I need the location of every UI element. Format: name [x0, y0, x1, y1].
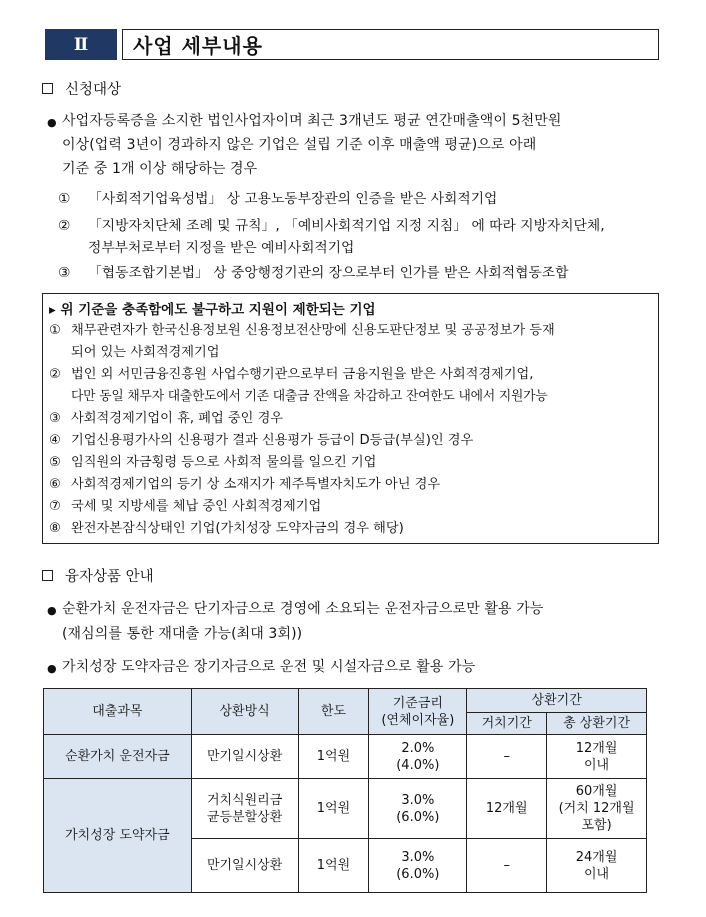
- row-rate: [369, 779, 467, 839]
- restriction-item: [49, 364, 548, 407]
- row-method-line: 균등분할상환: [206, 809, 283, 825]
- restriction-text: 채무관련자가 한국신용정보원 신용정보전산망에 신용도판단정보 및 공공정보가 등재: [71, 323, 555, 338]
- restriction-text: 법인 외 서민금융진흥원 사업수행기관으로부터 금융지원을 받은 사회적경제기업,: [71, 367, 534, 382]
- product-bullet-line: (재심의를 통한 재대출 가능(최대 3회)): [62, 626, 303, 642]
- criteria-text: 「지방자치단체 조례 및 규칙」, 「예비사회적기업 지정 지침」 에 따라 지방자치단체,: [88, 218, 605, 234]
- header-total: 총 상환기간: [547, 713, 647, 735]
- row-total-line: 포함): [581, 818, 612, 833]
- row-total: [547, 735, 647, 779]
- header-rate: [369, 689, 467, 735]
- eligibility-heading-text: 신청대상: [65, 82, 122, 98]
- products-heading: [42, 565, 154, 586]
- checkbox-square-icon: [42, 570, 53, 581]
- criteria-text: 정부부처로부터 지정을 받은 예비사회적기업: [88, 240, 355, 256]
- restriction-item: [49, 474, 440, 496]
- row-rate-line: 2.0%: [401, 740, 435, 756]
- product-bullet-line: 순환가치 운전자금은 단기자금으로 경영에 소요되는 운전자금으로만 활용 가능: [62, 601, 544, 617]
- restriction-number: ⑧: [49, 521, 61, 536]
- restriction-number: ③: [49, 411, 61, 426]
- restriction-number: ⑥: [49, 477, 61, 492]
- row-method: 만기일시상환: [191, 735, 298, 779]
- restriction-number: ⑦: [49, 499, 61, 514]
- section-title-bar: [45, 29, 659, 60]
- criteria-number: ①: [58, 191, 71, 207]
- restriction-item: [49, 452, 376, 474]
- restriction-text: 임직원의 자금횡령 등으로 사회적 물의를 일으킨 기업: [71, 455, 377, 470]
- restriction-item: [49, 430, 473, 452]
- bullet-icon: ●: [47, 662, 57, 675]
- header-rate-line: (연체이자율): [381, 712, 455, 728]
- row-method-line: 거치식원리금: [206, 792, 283, 808]
- table-row: [44, 735, 647, 779]
- row-limit: 1억원: [298, 839, 369, 893]
- section-number: Ⅱ: [45, 29, 117, 60]
- row-limit: 1억원: [298, 779, 369, 839]
- criteria-number: ③: [58, 265, 71, 281]
- restrictions-heading: ▸ 위 기준을 충족함에도 불구하고 지원이 제한되는 기업: [49, 302, 376, 318]
- checkbox-square-icon: [42, 83, 53, 94]
- row-method: [191, 779, 298, 839]
- row-rate-line: (4.0%): [396, 757, 440, 773]
- restriction-text: 되어 있는 사회적경제기업: [71, 344, 220, 360]
- row-subject: 순환가치 운전자금: [44, 735, 192, 779]
- row-rate: [369, 839, 467, 893]
- header-rate-line: 기준금리: [392, 695, 443, 711]
- row-rate-line: 3.0%: [401, 849, 435, 865]
- eligibility-intro-line: 사업자등록증을 소지한 법인사업자이며 최근 3개년도 평균 연간매출액이 5천만원: [62, 113, 562, 129]
- header-method: 상환방식: [191, 689, 298, 735]
- restriction-item: [49, 408, 283, 430]
- row-method: 만기일시상환: [191, 839, 298, 893]
- restriction-number: ④: [49, 433, 61, 448]
- row-grace: 12개월: [467, 779, 547, 839]
- table-row: [44, 779, 647, 839]
- products-heading-text: 융자상품 안내: [65, 569, 154, 585]
- criteria-item: [58, 215, 605, 259]
- restriction-item: [49, 320, 555, 363]
- row-rate-line: 3.0%: [401, 792, 435, 808]
- header-limit: 한도: [298, 689, 369, 735]
- row-rate-line: (6.0%): [396, 866, 440, 882]
- eligibility-intro-line: 기준 중 1개 이상 해당하는 경우: [62, 161, 258, 177]
- header-subject: 대출과목: [44, 689, 192, 735]
- restrictions-box: [42, 293, 659, 544]
- eligibility-intro-line: 이상(업력 3년이 경과하지 않은 기업은 설립 기준 이후 매출액 평균)으로 아래: [62, 137, 537, 153]
- row-total-line: 이내: [584, 757, 610, 773]
- criteria-text: 「협동조합기본법」 상 중앙행정기관의 장으로부터 인가를 받은 사회적협동조합: [88, 265, 569, 281]
- criteria-text: 「사회적기업육성법」 상 고용노동부장관의 인증을 받은 사회적기업: [88, 191, 498, 207]
- row-total-line: 24개월: [575, 849, 618, 865]
- header-grace: 거치기간: [467, 713, 547, 735]
- row-total-line: (거치 12개월: [558, 801, 635, 816]
- restriction-text: 완전자본잠식상태인 기업(가치성장 도약자금의 경우 해당): [71, 521, 404, 536]
- restriction-text: 다만 동일 채무자 대출한도에서 기존 대출금 잔액을 차감하고 잔여한도 내에서 지원가능: [71, 388, 548, 404]
- restriction-text: 사회적경제기업의 등기 상 소재지가 제주특별자치도가 아닌 경우: [71, 477, 441, 492]
- section-title: 사업 세부내용: [122, 29, 659, 60]
- eligibility-heading: [42, 78, 121, 99]
- restriction-number: ①: [49, 323, 61, 338]
- restriction-item: [49, 518, 404, 540]
- criteria-item: [58, 262, 568, 284]
- criteria-item: [58, 188, 497, 210]
- restriction-text: 사회적경제기업이 휴, 폐업 중인 경우: [71, 411, 284, 426]
- row-rate: [369, 735, 467, 779]
- restriction-text: 기업신용평가사의 신용평가 결과 신용평가 등급이 D등급(부실)인 경우: [71, 433, 474, 448]
- bullet-icon: ●: [47, 116, 57, 129]
- row-limit: 1억원: [298, 735, 369, 779]
- row-total: [547, 839, 647, 893]
- row-total: [547, 779, 647, 839]
- restriction-number: ②: [49, 367, 61, 382]
- criteria-number: ②: [58, 218, 71, 234]
- product-bullet-line: 가치성장 도약자금은 장기자금으로 운전 및 시설자금으로 활용 가능: [62, 659, 476, 675]
- row-grace: –: [467, 839, 547, 893]
- header-period: 상환기간: [467, 689, 647, 713]
- row-total-line: 이내: [584, 866, 610, 882]
- row-subject: 가치성장 도약자금: [44, 779, 192, 893]
- loan-products-table: [43, 688, 647, 893]
- row-total-line: 12개월: [575, 740, 618, 756]
- row-grace: –: [467, 735, 547, 779]
- restriction-number: ⑤: [49, 455, 61, 470]
- restriction-text: 국세 및 지방세를 체납 중인 사회적경제기업: [71, 499, 322, 514]
- row-rate-line: (6.0%): [396, 809, 440, 825]
- restriction-item: [49, 496, 321, 518]
- row-total-line: 60개월: [575, 784, 618, 799]
- bullet-icon: ●: [47, 604, 57, 617]
